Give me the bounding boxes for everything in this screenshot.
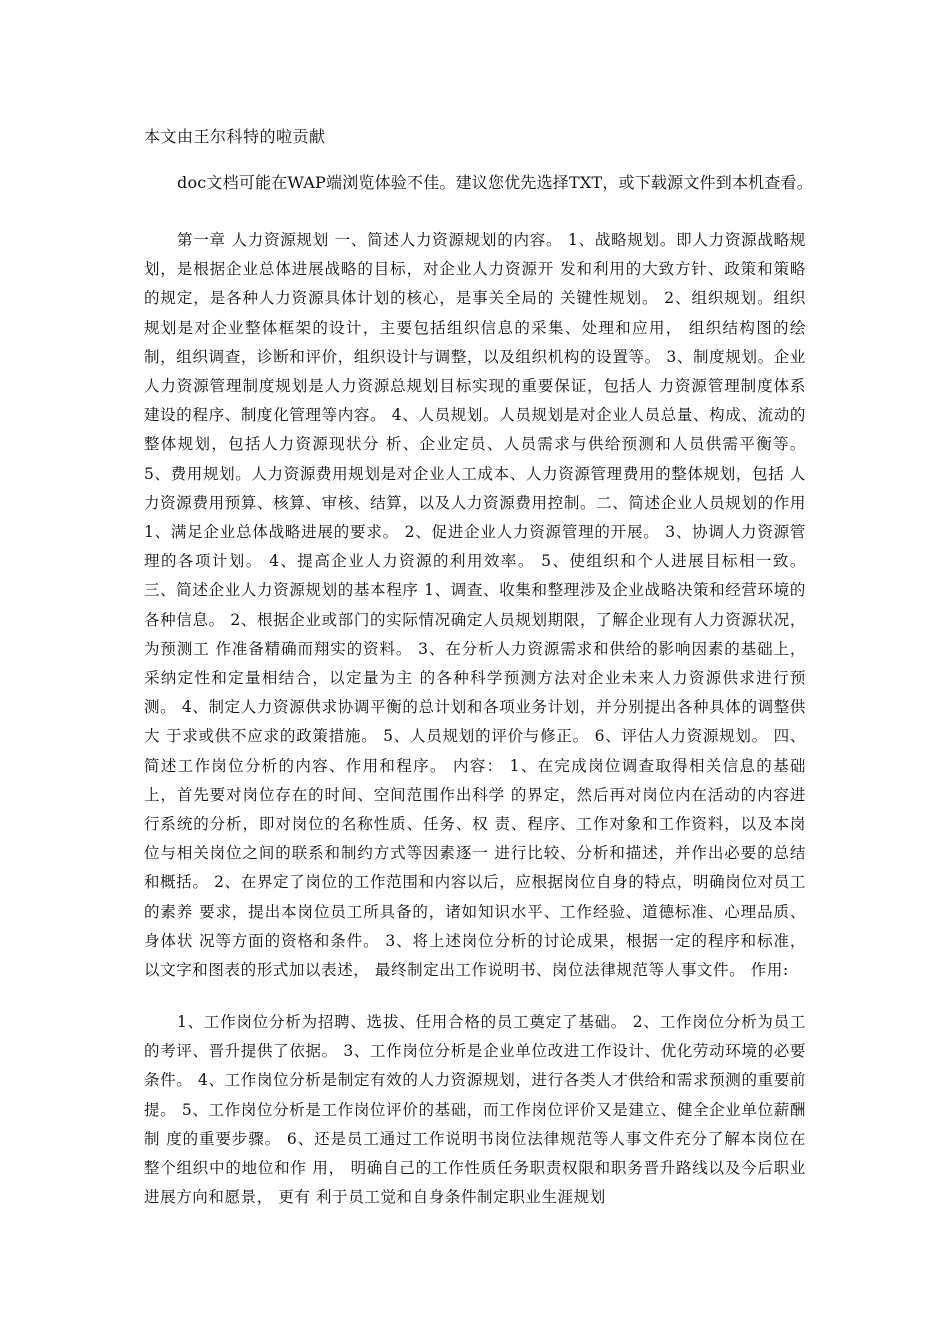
format-notice: doc文档可能在WAP端浏览体验不佳。建议您优先选择TXT，或下载源文件到本机查看。 bbox=[177, 173, 813, 192]
body-paragraph-chapter-one: 第一章 人力资源规划 一、简述人力资源规划的内容。 1、战略规划。即人力资源战略规划，是根据企业总体进展战略的目标，对企业人力资源开 发和利用的大致方针、政策和策略的规定，是各种人力资源具体计划的核心，是事关全局的 关键性规划。 2、组织规划。组织规划是对企业整体框架的设计，主要包括组织信息的采集、处理和应用， 组织结构图的绘制，组织调查，诊断和评价，组织设计与调整，以及组织机构的设置等。 3、制度规划。企业人力资源管理制度规划是人力资源总规划目标实现的重要保证，包括人 力资源管理制度体系建设的程序、制度化管理等内容。 4、人员规划。人员规划是对企业人员总量、构成、流动的整体规划，包括人力资源现状分 析、企业定员、人员需求与供给预测和人员供需平衡等。 5、费用规划。人力资源费用规划是对企业人工成本、人力资源管理费用的整体规划，包括 人力资源费用预算、核算、审核、结算，以及人力资源费用控制。二、简述企业人员规划的作用 1、满足企业总体战略进展的要求。 2、促进企业人力资源管理的开展。 3、协调人力资源管理的各项计划。 4、提高企业人力资源的利用效率。 5、使组织和个人进展目标相一致。 三、简述企业人力资源规划的基本程序 1、调查、收集和整理涉及企业战略决策和经营环境的各种信息。 2、根据企业或部门的实际情况确定人员规划期限，了解企业现有人力资源状况，为预测工 作准备精确而翔实的资料。 3、在分析人力资源需求和供给的影响因素的基础上，采纳定性和定量相结合，以定量为主 的各种科学预测方法对企业未来人力资源供求进行预测。 4、制定人力资源供求协调平衡的总计划和各项业务计划，并分别提出各种具体的调整供大 于求或供不应求的政策措施。 5、人员规划的评价与修正。 6、评估人力资源规划。 四、简述工作岗位分析的内容、作用和程序。 内容： 1、在完成岗位调查取得相关信息的基础上，首先要对岗位存在的时间、空间范围作出科学 的界定，然后再对岗位内在活动的内容进行系统的分析，即对岗位的名称性质、任务、权 责、程序、工作对象和工作资料，以及本岗位与相关岗位之间的联系和制约方式等因素逐一 进行比较、分析和描述，并作出必要的总结和概括。 2、在界定了岗位的工作范围和内容以后，应根据岗位自身的特点，明确岗位对员工的素养 要求，提出本岗位员工所具备的，诸如知识水平、工作经验、道德标准、心理品质、身体状 况等方面的资格和条件。 3、将上述岗位分析的讨论成果，根据一定的程序和标准，以文字和图表的形式加以表述， 最终制定出工作说明书、岗位法律规范等人事文件。 作用: bbox=[144, 231, 806, 980]
attribution-line: 本文由王尔科特的啦贡献 bbox=[144, 127, 326, 146]
body-paragraph-job-analysis-functions: 1、工作岗位分析为招聘、选拔、任用合格的员工奠定了基础。 2、工作岗位分析为员工的考评、晋升提供了依据。 3、工作岗位分析是企业单位改进工作设计、优化劳动环境的必要条件。 4、工作岗位分析是制定有效的人力资源规划，进行各类人才供给和需求预测的重要前提。 5、工作岗位分析是工作岗位评价的基础，而工作岗位评价又是建立、健全企业单位薪酬制 度的重要步骤。 6、还是员工通过工作说明书岗位法律规范等人事文件充分了解本岗位在整个组织中的地位和作 用， 明确自己的工作性质任务职责权限和职务晋升路线以及今后职业进展方向和愿景， 更有 利于员工觉和自身条件制定职业生涯规划 bbox=[144, 1013, 806, 1207]
